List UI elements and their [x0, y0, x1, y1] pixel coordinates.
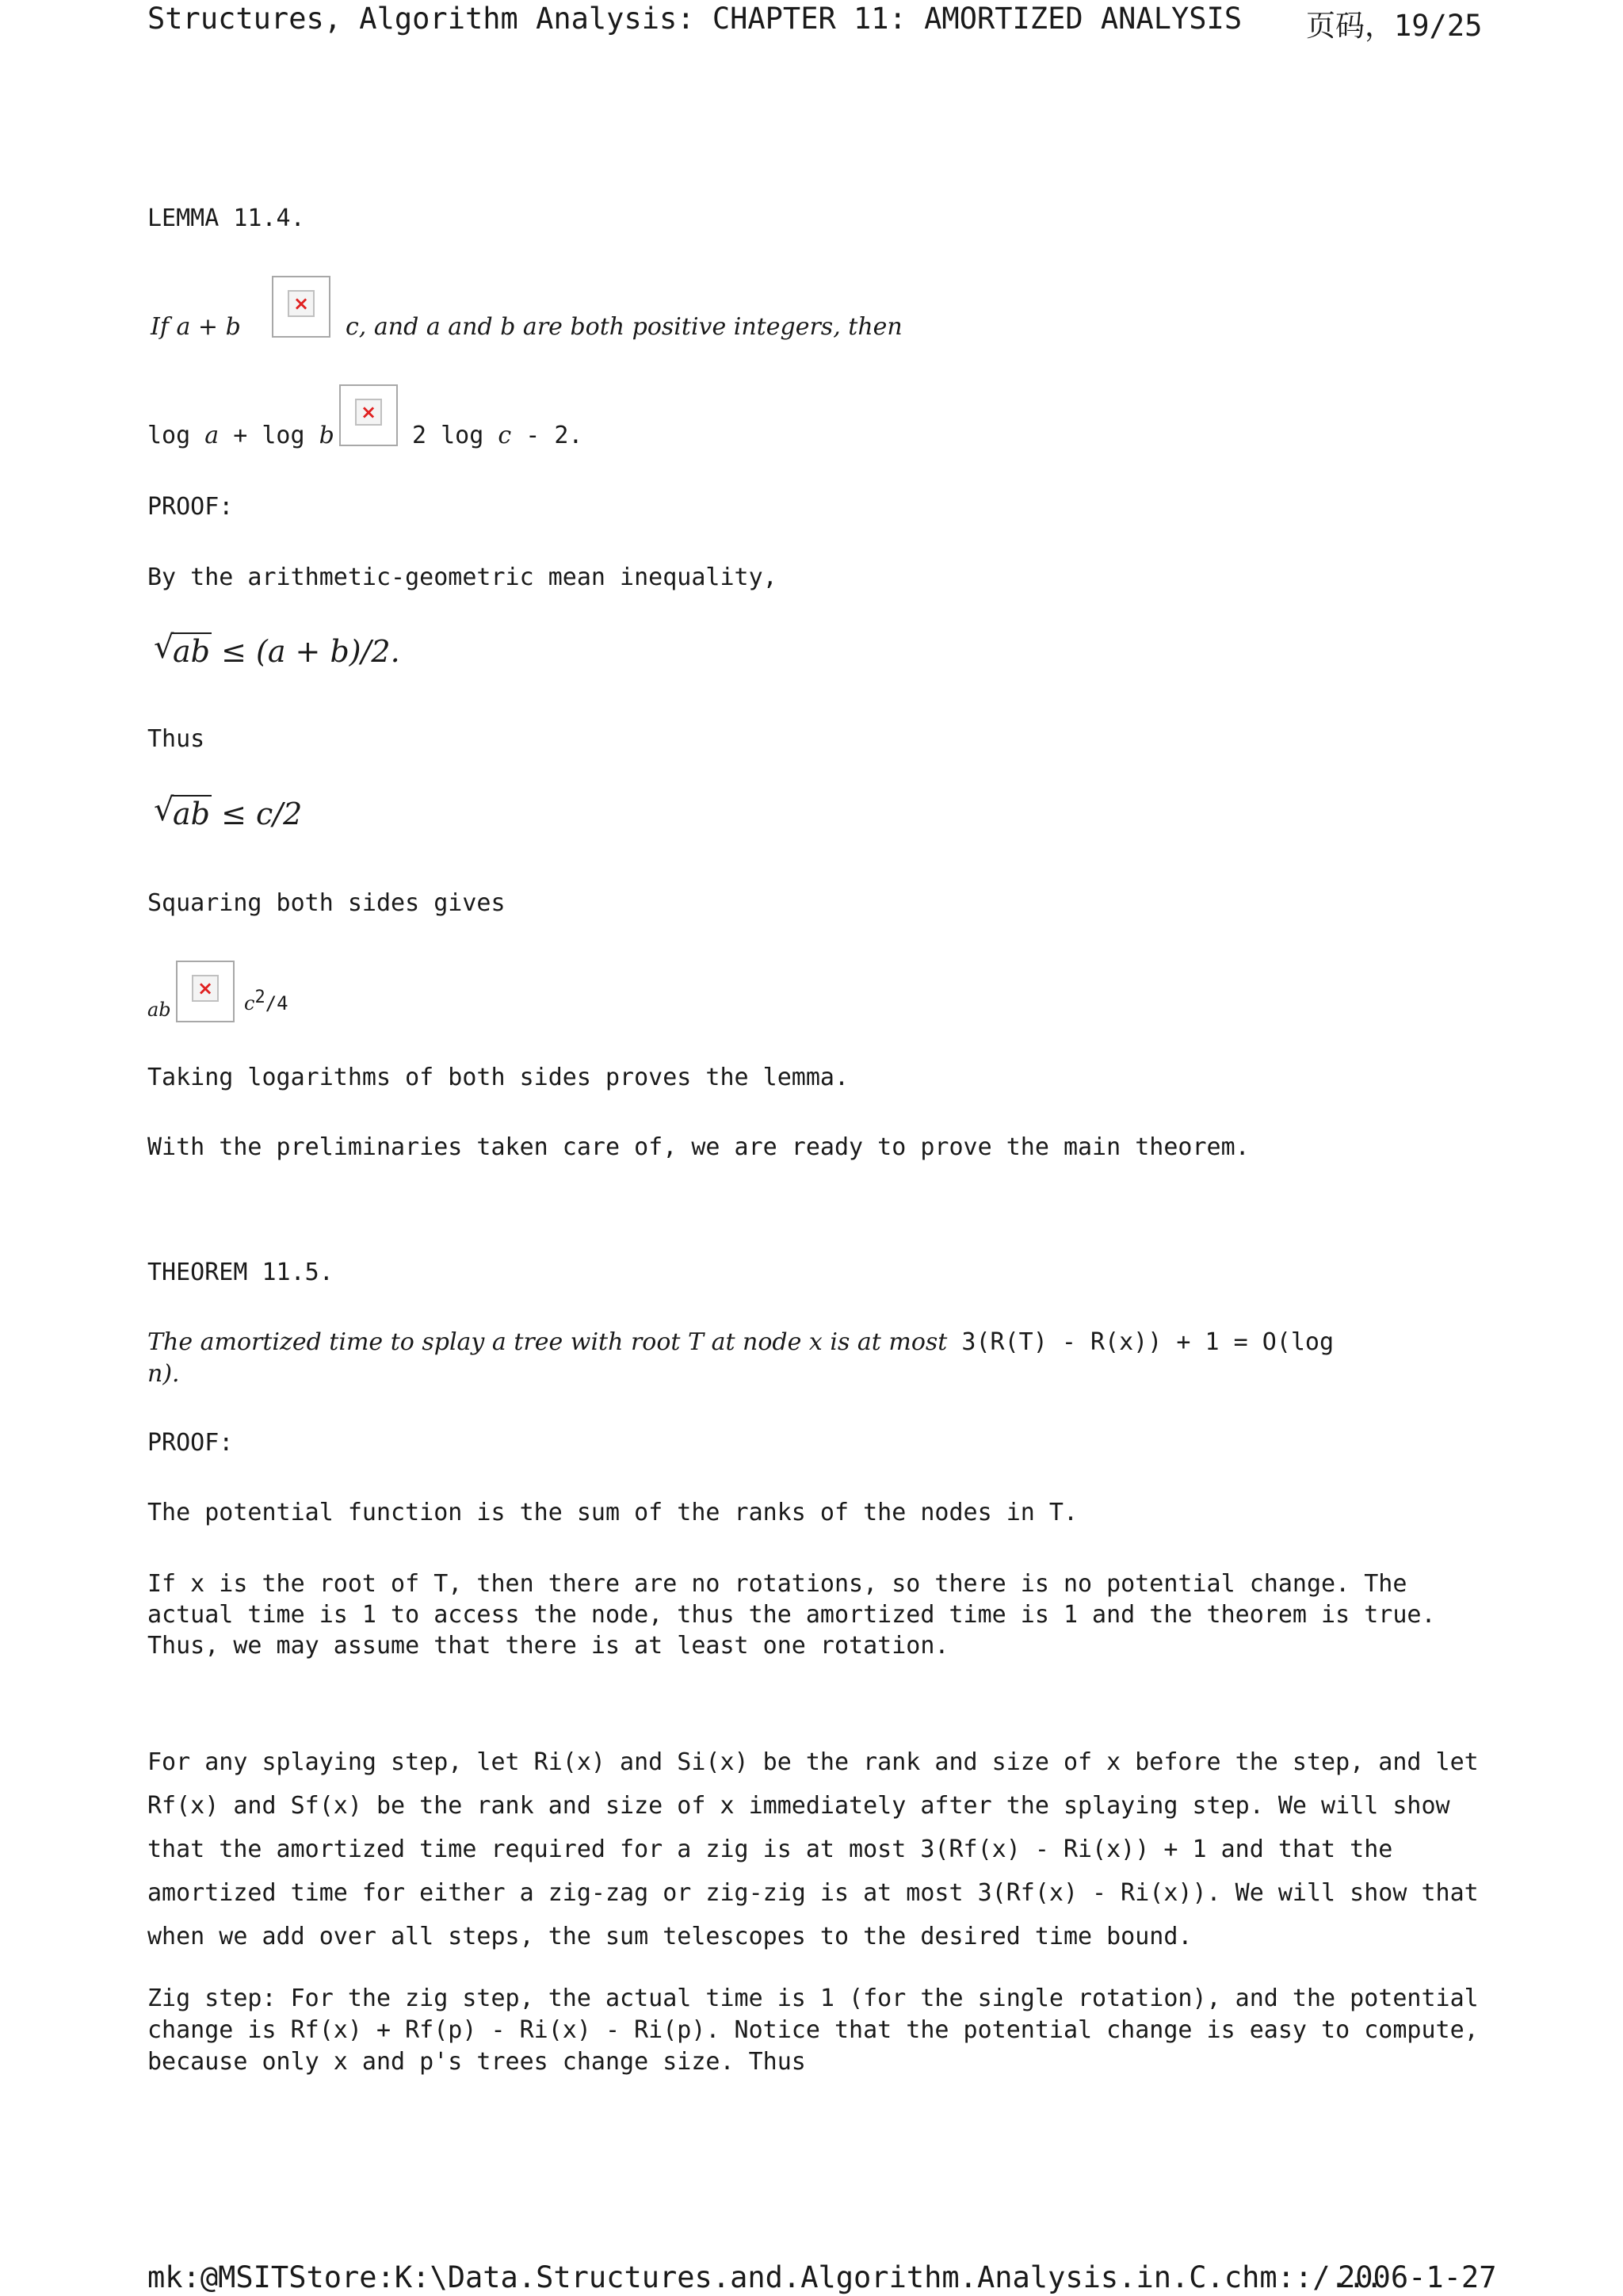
broken-image-icon: ×: [272, 276, 330, 338]
thus-text: Thus: [147, 725, 205, 753]
formula-ab: ab: [147, 999, 171, 1021]
sqrt-ab: ab: [173, 634, 210, 669]
zig-step-paragraph: Zig step: For the zig step, the actual time is 1 (for the single rotation), and the potential change is Rf(x) + Rf(p) - Ri(x) - Ri(p). Notice that the potential change is easy to compute, because only x and p's trees change size. Thus: [147, 1985, 1479, 2076]
sqrt-ab: ab: [173, 797, 210, 831]
header-page-number: 页码，19/25: [1306, 9, 1483, 43]
var-a: a: [204, 422, 220, 449]
am-gm-rest: ≤ (a + b)/2.: [221, 634, 400, 669]
theorem-text: The amortized time to splay a tree with root T at node x is at most: [147, 1328, 948, 1356]
footer-path: mk:@MSITStore:K:\Data.Structures.and.Algorithm.Analysis.in.C.chm::/...: [147, 2260, 1384, 2294]
lemma-line2: [147, 422, 334, 449]
header-title: Structures, Algorithm Analysis: CHAPTER 11: AMORTIZED ANALYSIS: [147, 2, 1243, 36]
lemma-title: LEMMA 11.4.: [147, 204, 305, 232]
sqrt-bound-formula: √ ab ≤ c/2: [154, 792, 303, 831]
broken-image-icon: ×: [176, 961, 235, 1022]
divide-four: /4: [265, 992, 288, 1014]
two-log: 2 log: [412, 422, 484, 449]
lemma-line1-start: If a + b: [151, 313, 241, 341]
lemma-line2-end: [412, 422, 583, 449]
plus-log: + log: [233, 422, 305, 449]
splaying-step-paragraph: For any splaying step, let Ri(x) and Si(x) be the rank and size of x before the step, and let Rf(x) and Sf(x) be the rank and size of x immediately after the splaying step. We will show that the amortized time required for a zig is at most 3(Rf(x) - Ri(x)) + 1 and that the amortized time for either a zig-zag or zig-zig is at most 3(Rf(x) - Ri(x)). We will show that when we add over all steps, the sum telescopes to the desired time bound.: [147, 1748, 1479, 1950]
lemma-line1-end: c, and a and b are both positive integers, then: [346, 313, 903, 341]
var-c: c: [498, 422, 512, 449]
minus-two: - 2.: [525, 422, 583, 449]
exponent: 2: [254, 988, 265, 1007]
theorem-bound: 3(R(T) - R(x)) + 1 = O(log: [961, 1328, 1335, 1356]
log-word: log: [147, 422, 191, 449]
sqrt-bound-rest: ≤ c/2: [221, 797, 303, 831]
broken-image-icon: ×: [339, 384, 398, 446]
proof-label: PROOF:: [147, 493, 234, 521]
theorem-statement: [147, 1328, 1334, 1356]
var-c: c: [244, 992, 255, 1014]
squaring-text: Squaring both sides gives: [147, 889, 506, 917]
var-b: b: [319, 422, 334, 449]
potential-function-text: The potential function is the sum of the ranks of the nodes in T.: [147, 1499, 1078, 1526]
formula-c-squared: [244, 988, 288, 1014]
theorem-title: THEOREM 11.5.: [147, 1259, 334, 1286]
theorem-statement-end: n).: [147, 1360, 180, 1388]
root-case-paragraph: If x is the root of T, then there are no rotations, so there is no potential change. The actual time is 1 to access the node, thus the amortized time is 1 and the theorem is true. Thus, we may assume that there is at least one rotation.: [147, 1570, 1436, 1660]
taking-text: Taking logarithms of both sides proves the lemma.: [147, 1064, 850, 1091]
proof-label: PROOF:: [147, 1429, 234, 1457]
footer-date: 2006-1-27: [1338, 2260, 1497, 2294]
preliminaries-text: With the preliminaries taken care of, we are ready to prove the main theorem.: [147, 1133, 1250, 1161]
proof-text: By the arithmetic-geometric mean inequality,: [147, 563, 777, 591]
am-gm-formula: √ ab ≤ (a + b)/2.: [154, 629, 400, 669]
